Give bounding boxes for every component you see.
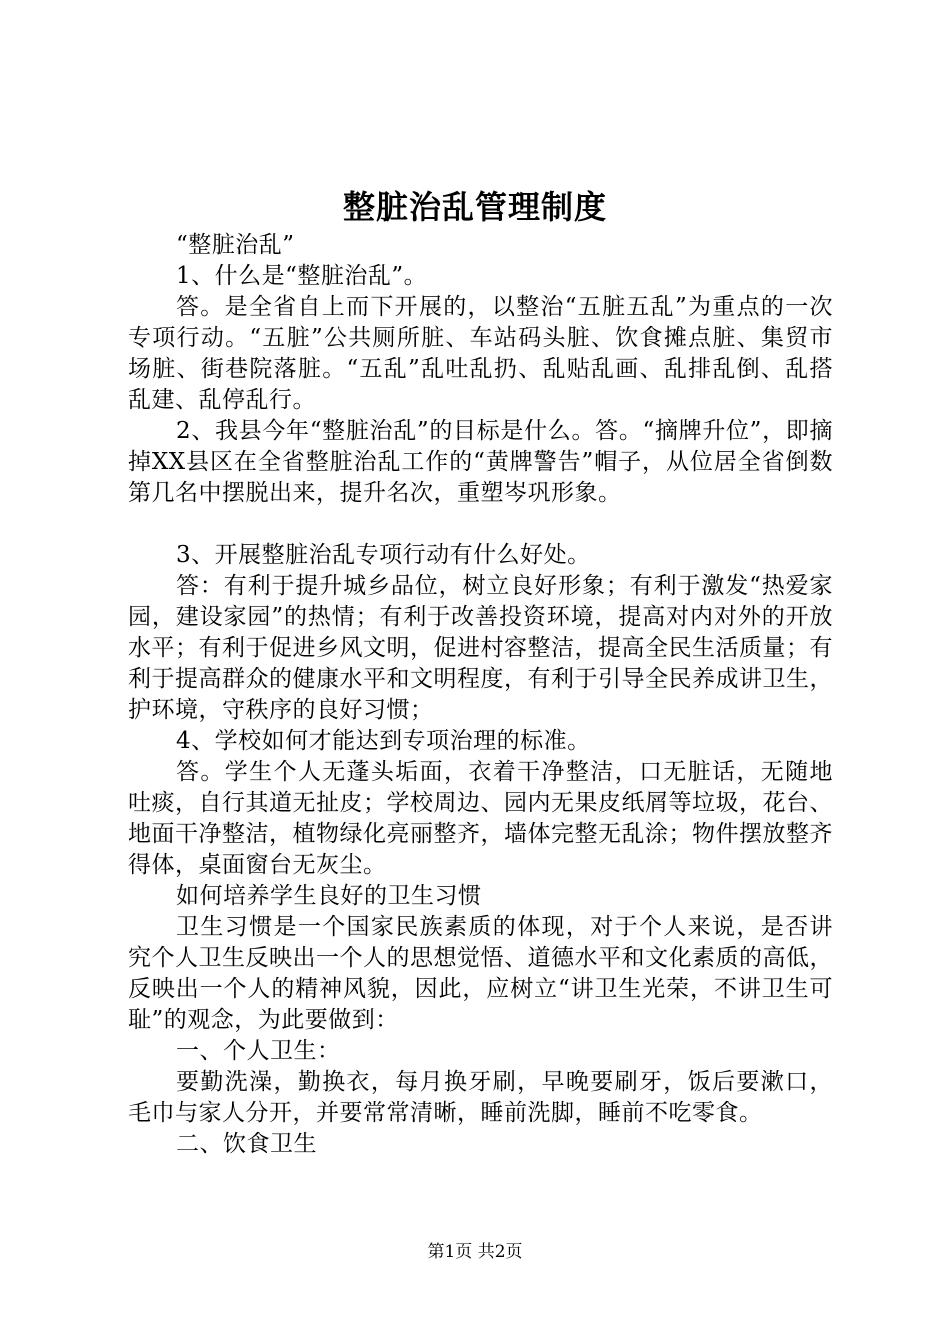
answer-3: 答：有利于提升城乡品位，树立良好形象；有利于激发“热爱家园，建设家园”的热情；有利于改善投资环境，提高对内对外的开放水平；有利于促进乡风文明，促进村容整洁，提高全民生活质量；有利于提高群众的健康水平和文明程度，有利于引导全民养成讲卫生，护环境，守秩序的良好习惯；	[128, 573, 833, 723]
habits-paragraph: 卫生习惯是一个国家民族素质的体现，对于个人来说，是否讲究个人卫生反映出一个人的思想觉悟、道德水平和文化素质的高低，反映出一个人的精神风貌，因此，应树立“讲卫生光荣，不讲卫生可耻”的观念，为此要做到：	[128, 914, 833, 1033]
question-1: 1、什么是“整脏治乱”。	[176, 263, 428, 289]
personal-hygiene-paragraph: 要勤洗澡，勤换衣，每月换牙刷，早晚要刷牙，饭后要漱口，毛巾与家人分开，并要常常清晰，睡前洗脚，睡前不吃零食。	[128, 1069, 833, 1126]
document-title: 整脏治乱管理制度	[342, 188, 607, 226]
question-answer-2: 2、我县今年“整脏治乱”的目标是什么。答。“摘牌升位”，即摘掉XX县区在全省整脏治乱工作的“黄牌警告”帽子，从位居全省倒数第几名中摆脱出来，提升名次，重塑岑巩形象。	[128, 418, 833, 506]
page-number: 第1页 共2页	[427, 1242, 523, 1262]
heading-personal-hygiene: 一、个人卫生：	[176, 1038, 341, 1064]
paragraph-heading: “整脏治乱”	[176, 232, 295, 258]
document-body	[128, 230, 833, 1160]
answer-4: 答。学生个人无蓬头垢面，衣着干净整洁，口无脏话，无随地吐痰，自行其道无扯皮；学校周边、园内无果皮纸屑等垃圾，花台、地面干净整洁，植物绿化亮丽整齐，墙体完整无乱涂；物件摆放整齐得体，桌面窗台无灰尘。	[128, 759, 833, 878]
question-4: 4、学校如何才能达到专项治理的标准。	[176, 728, 591, 754]
question-3: 3、开展整脏治乱专项行动有什么好处。	[176, 542, 591, 568]
paragraph-gap	[128, 509, 833, 540]
section-heading-habits: 如何培养学生良好的卫生习惯	[176, 883, 482, 909]
answer-1: 答。是全省自上而下开展的，以整治“五脏五乱”为重点的一次专项行动。“五脏”公共厕所脏、车站码头脏、饮食摊点脏、集贸市场脏、街巷院落脏。“五乱”乱吐乱扔、乱贴乱画、乱排乱倒、乱搭乱建、乱停乱行。	[128, 294, 833, 413]
heading-diet-hygiene: 二、饮食卫生	[176, 1131, 317, 1157]
